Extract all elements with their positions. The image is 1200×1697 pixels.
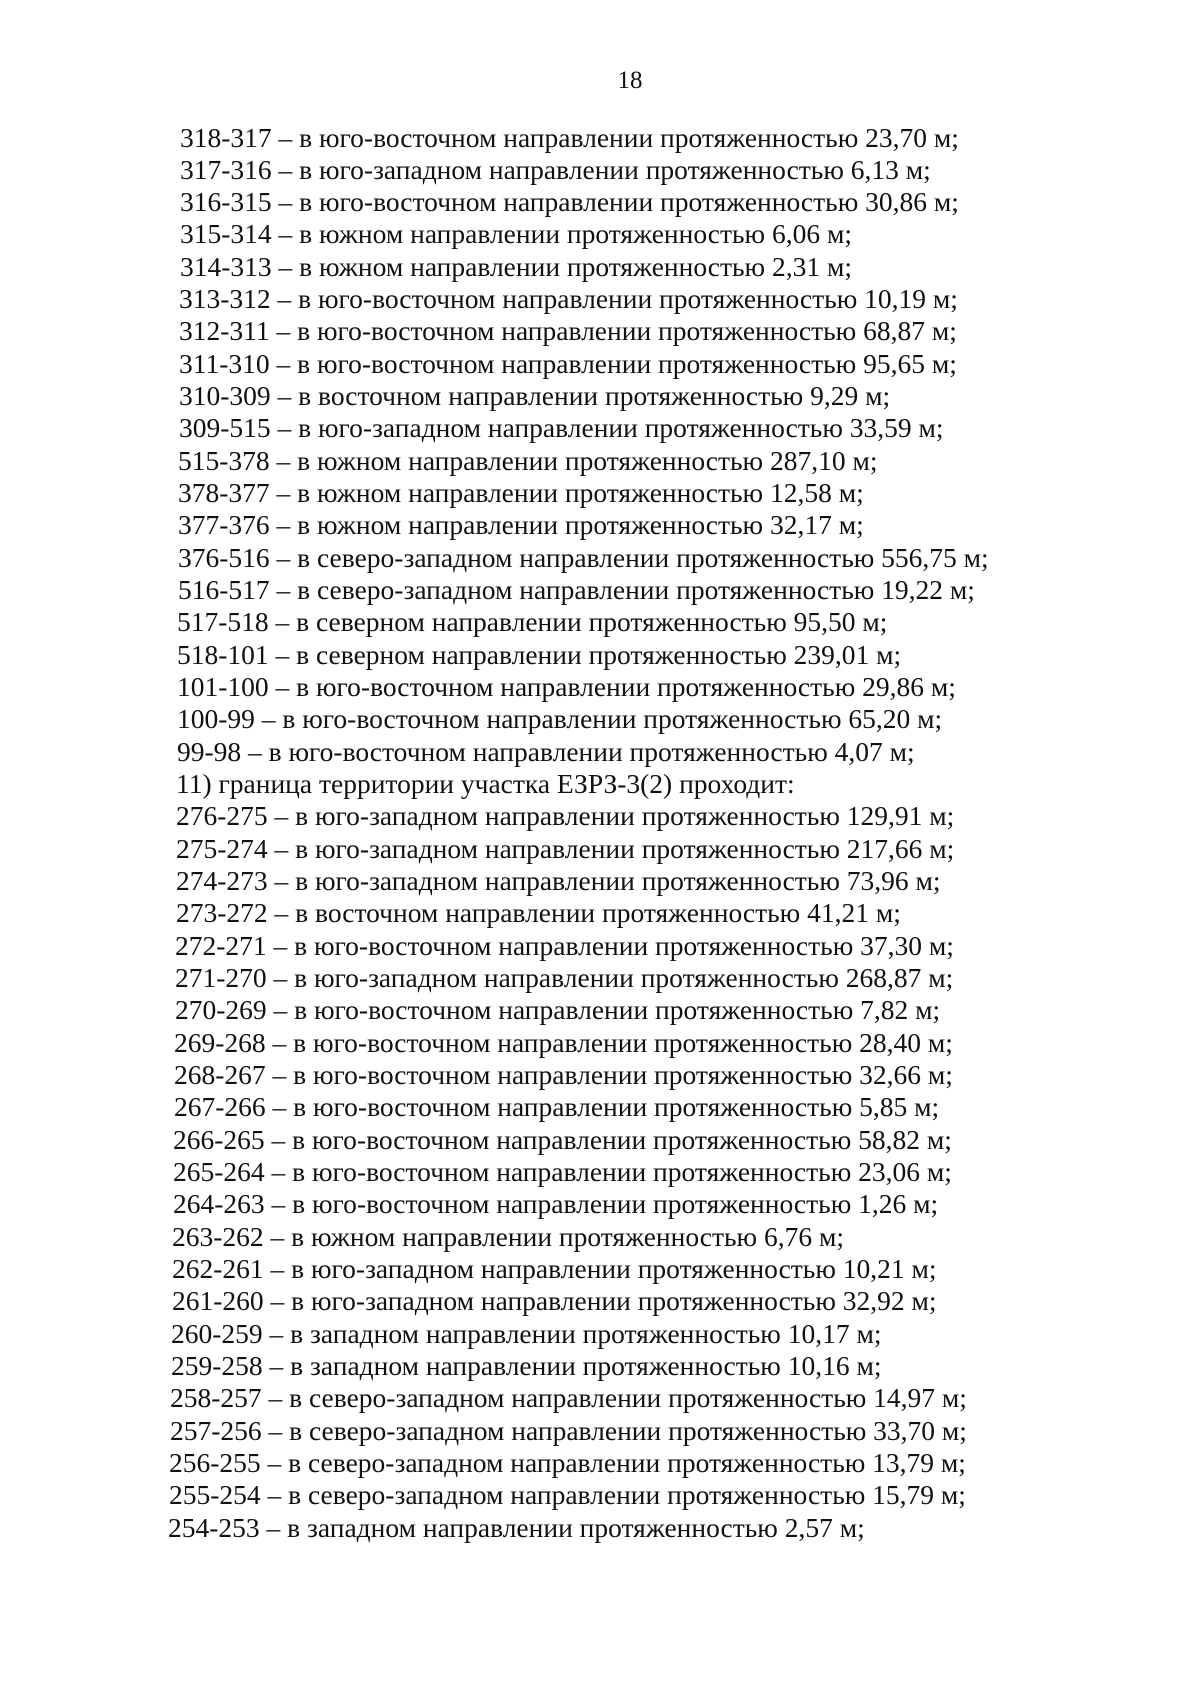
boundary-line: 317-316 – в юго-западном направлении протяженностью 6,13 м; [180, 154, 931, 185]
boundary-line: 263-262 – в южном направлении протяженностью 6,76 м; [172, 1221, 845, 1252]
boundary-line: 314-313 – в южном направлении протяженностью 2,31 м; [180, 251, 853, 282]
boundary-line: 318-317 – в юго-восточном направлении протяженностью 23,70 м; [180, 122, 959, 153]
boundary-line: 377-376 – в южном направлении протяженностью 32,17 м; [178, 509, 864, 540]
boundary-line: 264-263 – в юго-восточном направлении протяженностью 1,26 м; [173, 1188, 939, 1219]
boundary-line: 258-257 – в северо-западном направлении протяженностью 14,97 м; [170, 1382, 967, 1413]
boundary-line: 99-98 – в юго-восточном направлении протяженностью 4,07 м; [177, 736, 915, 767]
boundary-line: 257-256 – в северо-западном направлении протяженностью 33,70 м; [170, 1415, 967, 1446]
boundary-line: 275-274 – в юго-западном направлении протяженностью 217,66 м; [176, 833, 955, 864]
boundary-line: 316-315 – в юго-восточном направлении протяженностью 30,86 м; [180, 186, 959, 217]
boundary-line: 269-268 – в юго-восточном направлении протяженностью 28,40 м; [174, 1027, 953, 1058]
boundary-line: 312-311 – в юго-восточном направлении протяженностью 68,87 м; [179, 315, 957, 346]
boundary-line: 516-517 – в северо-западном направлении протяженностью 19,22 м; [178, 574, 975, 605]
boundary-line: 378-377 – в южном направлении протяженностью 12,58 м; [178, 477, 864, 508]
boundary-line: 273-272 – в восточном направлении протяженностью 41,21 м; [176, 897, 901, 928]
boundary-line: 267-266 – в юго-восточном направлении протяженностью 5,85 м; [174, 1091, 940, 1122]
boundary-line: 274-273 – в юго-западном направлении протяженностью 73,96 м; [176, 865, 941, 896]
boundary-line: 270-269 – в юго-восточном направлении протяженностью 7,82 м; [175, 994, 941, 1025]
boundary-line: 255-254 – в северо-западном направлении протяженностью 15,79 м; [169, 1479, 966, 1510]
boundary-line: 256-255 – в северо-западном направлении протяженностью 13,79 м; [169, 1447, 966, 1478]
boundary-line: 259-258 – в западном направлении протяженностью 10,16 м; [171, 1350, 882, 1381]
boundary-line: 518-101 – в северном направлении протяженностью 239,01 м; [177, 639, 902, 670]
boundary-line: 272-271 – в юго-восточном направлении протяженностью 37,30 м; [175, 930, 954, 961]
boundary-line: 101-100 – в юго-восточном направлении протяженностью 29,86 м; [177, 671, 956, 702]
boundary-line: 276-275 – в юго-западном направлении протяженностью 129,91 м; [176, 800, 955, 831]
boundary-line: 313-312 – в юго-восточном направлении протяженностью 10,19 м; [179, 283, 958, 314]
boundary-line: 515-378 – в южном направлении протяженностью 287,10 м; [178, 445, 878, 476]
page-number: 18 [617, 67, 643, 94]
boundary-line: 261-260 – в юго-западном направлении протяженностью 32,92 м; [172, 1285, 937, 1316]
boundary-line: 100-99 – в юго-восточном направлении протяженностью 65,20 м; [177, 703, 943, 734]
boundary-line: 262-261 – в юго-западном направлении протяженностью 10,21 м; [172, 1253, 937, 1284]
boundary-line: 266-265 – в юго-восточном направлении протяженностью 58,82 м; [173, 1124, 952, 1155]
boundary-line: 265-264 – в юго-восточном направлении протяженностью 23,06 м; [173, 1156, 952, 1187]
boundary-line: 309-515 – в юго-западном направлении протяженностью 33,59 м; [179, 412, 944, 443]
boundary-line: 311-310 – в юго-восточном направлении протяженностью 95,65 м; [179, 348, 957, 379]
boundary-line: 254-253 – в западном направлении протяженностью 2,57 м; [168, 1512, 865, 1543]
section-heading: 11) граница территории участка ЕЗРЗ-3(2) проходит: [176, 768, 795, 799]
boundary-line: 260-259 – в западном направлении протяженностью 10,17 м; [171, 1318, 882, 1349]
boundary-line: 310-309 – в восточном направлении протяженностью 9,29 м; [179, 380, 891, 411]
boundary-line: 268-267 – в юго-восточном направлении протяженностью 32,66 м; [174, 1059, 953, 1090]
boundary-line: 271-270 – в юго-западном направлении протяженностью 268,87 м; [175, 962, 954, 993]
boundary-line: 517-518 – в северном направлении протяженностью 95,50 м; [177, 606, 888, 637]
boundary-line: 315-314 – в южном направлении протяженностью 6,06 м; [180, 218, 853, 249]
boundary-line: 376-516 – в северо-западном направлении протяженностью 556,75 м; [178, 542, 989, 573]
